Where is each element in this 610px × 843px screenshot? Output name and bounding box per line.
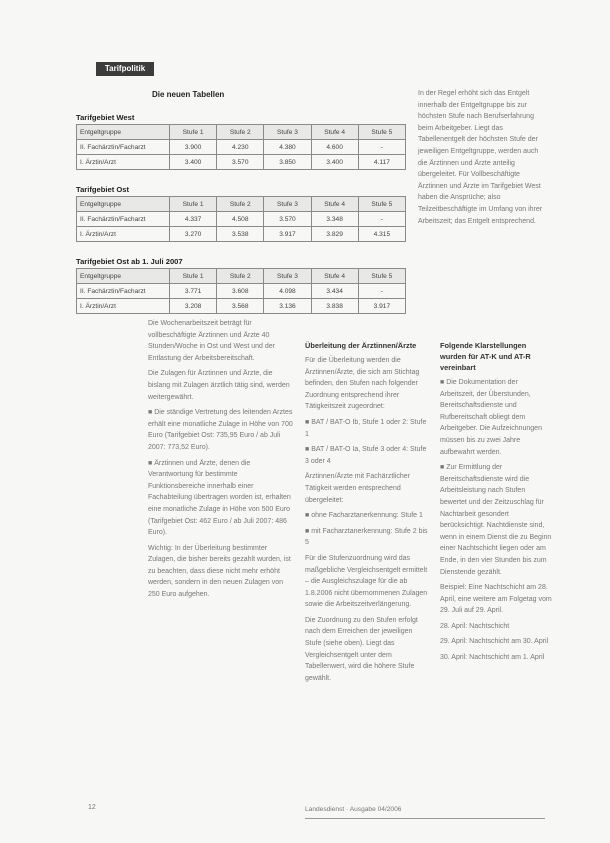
- table-cell: Stufe 1: [170, 269, 217, 284]
- paragraph: ■ ohne Facharztanerkennung: Stufe 1: [305, 512, 423, 520]
- bullet-icon: ■: [440, 379, 447, 386]
- table-cell: Stufe 4: [311, 197, 358, 212]
- paragraph: ■ BAT / BAT-O Ia, Stufe 3 oder 4: Stufe 3 oder 4: [305, 446, 427, 465]
- paragraph: Die Zuordnung zu den Stufen erfolgt nach dem Erreichen der jeweiligen Stufe (siehe oben). Liegt das Vergleichsentgelt unter dem Tabellenwert, wird die höhere Stufe gewählt.: [305, 616, 418, 682]
- table-row: [77, 227, 406, 242]
- table-cell: 3.570: [217, 155, 264, 170]
- table-cell: 3.400: [170, 155, 217, 170]
- table-cell: 3.570: [264, 212, 311, 227]
- table-cell: Entgeltgruppe: [77, 269, 170, 284]
- section-title: Die neuen Tabellen: [152, 90, 225, 99]
- paragraph: ■ Die Dokumentation der Arbeitszeit, der Überstunden, Bereitschaftsdienste und Rufbereitschaft obliegt dem Arbeitgeber. Die Aufzeichnungen müssen bis zu zwei Jahre aufbewahrt werden.: [440, 379, 542, 456]
- table-header-row: [77, 269, 406, 284]
- table-cell: II. Fachärztin/Facharzt: [77, 140, 170, 155]
- paragraph: ■ BAT / BAT-O Ib, Stufe 1 oder 2: Stufe 1: [305, 418, 427, 438]
- table-cell: I. Ärztin/Arzt: [77, 155, 170, 170]
- table-cell: Stufe 4: [311, 269, 358, 284]
- table-header-row: [77, 125, 406, 140]
- table-cell: 3.208: [170, 299, 217, 314]
- table-cell: Stufe 1: [170, 125, 217, 140]
- bullet-icon: ■: [305, 418, 312, 426]
- table-row: [77, 212, 406, 227]
- table-row: [77, 299, 406, 314]
- table-cell: -: [358, 140, 405, 155]
- region-label-west: Tarifgebiet West: [76, 113, 135, 122]
- paragraph: ■ Zur Ermittlung der Bereitschaftsdienste wird die Arbeitsleistung nach Stufen bewertet und der Zeitzuschlag für Nachtarbeit gesondert berücksichtigt. Nachtdienste sind, wenn in einem Dienst die zu Beginn einer Nachtschicht liegen oder am Ende, in den vier Stunden bis zum Dienstende gezählt.: [440, 464, 552, 576]
- paragraph: Wichtig: In der Überleitung bestimmter Zulagen, die bisher bereits gezahlt wurden, ist zu beachten, dass diese nicht mehr erhöht werden, sondern in den neuen Zulagen von 250 Euro aufgehen.: [148, 544, 291, 599]
- paragraph: 30. April: Nachtschicht am 1. April: [440, 654, 545, 662]
- table-cell: II. Fachärztin/Facharzt: [77, 284, 170, 299]
- table-cell: 3.568: [217, 299, 264, 314]
- region-label-ost-2007: Tarifgebiet Ost ab 1. Juli 2007: [76, 257, 183, 266]
- table-cell: 3.829: [311, 227, 358, 242]
- column-heading: Überleitung der Ärztinnen/Ärzte: [305, 341, 417, 350]
- table-cell: 4.337: [170, 212, 217, 227]
- paragraph: Ärztinnen/Ärzte mit Fachärztlicher Tätigkeit werden entsprechend übergeleitet:: [305, 473, 411, 504]
- paragraph: Für die Stufenzuordnung wird das maßgebliche Vergleichsentgelt ermittelt – die Ausgleichszulage für die ab 1.8.2006 nicht übernommenen Zulagen sowie die Arbeitszeitverlängerung.: [305, 554, 428, 609]
- paragraph: 29. April: Nachtschicht am 30. April: [440, 638, 549, 646]
- page-footer: Landesdienst · Ausgabe 04/2006: [305, 806, 402, 813]
- table-cell: Stufe 1: [170, 197, 217, 212]
- region-label-ost: Tarifgebiet Ost: [76, 185, 130, 194]
- bullet-icon: ■: [148, 459, 155, 467]
- table-cell: 3.348: [311, 212, 358, 227]
- table-cell: Stufe 2: [217, 197, 264, 212]
- table-cell: 4.230: [217, 140, 264, 155]
- table-cell: -: [358, 212, 405, 227]
- table-cell: 3.917: [264, 227, 311, 242]
- table-cell: 3.434: [311, 284, 358, 299]
- paragraph: In der Regel erhöht sich das Entgelt innerhalb der Entgeltgruppe bis zur höchsten Stufe nach Berufserfahrung beim Arbeitgeber. Liegt das Tabellenentgelt der höchsten Stufe der jeweiligen Entgeltgruppe, werden auch die Ärztinnen und Ärzte anteilig übergeleitet. Für Vollbeschäftigte Ärztinnen und Ärzte im Tarifgebiet West haben die Ansprüche; also Teilzeitbeschäftigte im Umfang von ihrer Arbeitszeit; das Entgelt entsprechend.: [418, 90, 543, 225]
- paragraph: Beispiel: Eine Nachtschicht am 28. April, eine weitere am Folgetag vom 29. Juli auf 29. April.: [440, 584, 552, 615]
- footer-divider: [305, 818, 545, 819]
- table-cell: I. Ärztin/Arzt: [77, 299, 170, 314]
- table-cell: 3.538: [217, 227, 264, 242]
- table-cell: 3.400: [311, 155, 358, 170]
- salary-table-west: [76, 124, 406, 170]
- table-row: [77, 155, 406, 170]
- table-row: [77, 284, 406, 299]
- table-cell: 3.838: [311, 299, 358, 314]
- body-column-1: [148, 318, 296, 605]
- table-cell: 4.508: [217, 212, 264, 227]
- column-heading: Folgende Klarstellungen wurden für AT-K und AT-R vereinbart: [440, 341, 531, 372]
- table-cell: 3.270: [170, 227, 217, 242]
- table-cell: 3.608: [217, 284, 264, 299]
- table-cell: II. Fachärztin/Facharzt: [77, 212, 170, 227]
- paragraph: ■ mit Facharztanerkennung: Stufe 2 bis 5: [305, 527, 428, 547]
- body-column-2: [305, 340, 430, 688]
- page-number: 12: [88, 804, 96, 811]
- table-cell: Stufe 5: [358, 125, 405, 140]
- top-right-text: [418, 88, 546, 231]
- table-cell: Entgeltgruppe: [77, 197, 170, 212]
- table-cell: Stufe 5: [358, 197, 405, 212]
- table-cell: Entgeltgruppe: [77, 125, 170, 140]
- table-cell: 4.600: [311, 140, 358, 155]
- section-tag: Tarifpolitik: [96, 62, 154, 76]
- table-cell: Stufe 3: [264, 125, 311, 140]
- table-cell: Stufe 5: [358, 269, 405, 284]
- table-cell: 3.850: [264, 155, 311, 170]
- bullet-icon: ■: [440, 464, 447, 472]
- bullet-icon: ■: [305, 512, 312, 520]
- table-cell: 4.117: [358, 155, 405, 170]
- paragraph: Für die Überleitung werden die Ärztinnen/Ärzte, die sich am Stichtag befinden, den Stufen nach folgender Zuordnung entsprechend ihrer Tätigkeitszeit zugeordnet:: [305, 357, 420, 411]
- paragraph: ■ Ärztinnen und Ärzte, denen die Verantwortung für bestimmte Funktionsbereiche innerhalb einer Fachabteilung übertragen worden ist, erhalten eine monatliche Zulage in Höhe von 500 Euro (Tarifgebiet Ost: 462 Euro / ab Juli 2007: 486 Euro).: [148, 459, 291, 537]
- body-column-3: [440, 340, 552, 668]
- table-cell: Stufe 3: [264, 197, 311, 212]
- salary-table-ost-2007: [76, 268, 406, 314]
- table-cell: Stufe 2: [217, 269, 264, 284]
- table-cell: 3.136: [264, 299, 311, 314]
- paragraph: 28. April: Nachtschicht: [440, 622, 510, 630]
- bullet-icon: ■: [148, 409, 155, 417]
- table-cell: I. Ärztin/Arzt: [77, 227, 170, 242]
- table-cell: 3.917: [358, 299, 405, 314]
- table-cell: 4.098: [264, 284, 311, 299]
- table-cell: 3.900: [170, 140, 217, 155]
- paragraph: Die Zulagen für Ärztinnen und Ärzte, die bislang mit Zulagen ärztlich tätig sind, werden weitergewährt.: [148, 370, 290, 401]
- table-cell: 3.771: [170, 284, 217, 299]
- table-cell: Stufe 3: [264, 269, 311, 284]
- table-cell: Stufe 4: [311, 125, 358, 140]
- table-cell: 4.380: [264, 140, 311, 155]
- table-header-row: [77, 197, 406, 212]
- paragraph: Die Wochenarbeitszeit beträgt für vollbeschäftigte Ärztinnen und Ärzte 40 Stunden/Woche in Ost und West und der Entlastung der Arbeitsbereitschaft.: [148, 320, 275, 362]
- table-row: [77, 140, 406, 155]
- bullet-icon: ■: [305, 446, 312, 454]
- table-cell: Stufe 2: [217, 125, 264, 140]
- table-cell: 4.315: [358, 227, 405, 242]
- table-cell: -: [358, 284, 405, 299]
- paragraph: ■ Die ständige Vertretung des leitenden Arztes erhält eine monatliche Zulage in Höhe von 700 Euro (Tarifgebiet Ost: 735,95 Euro / ab Juli 2007: 773,52 Euro).: [148, 409, 293, 451]
- salary-table-ost: [76, 196, 406, 242]
- bullet-icon: ■: [305, 527, 312, 535]
